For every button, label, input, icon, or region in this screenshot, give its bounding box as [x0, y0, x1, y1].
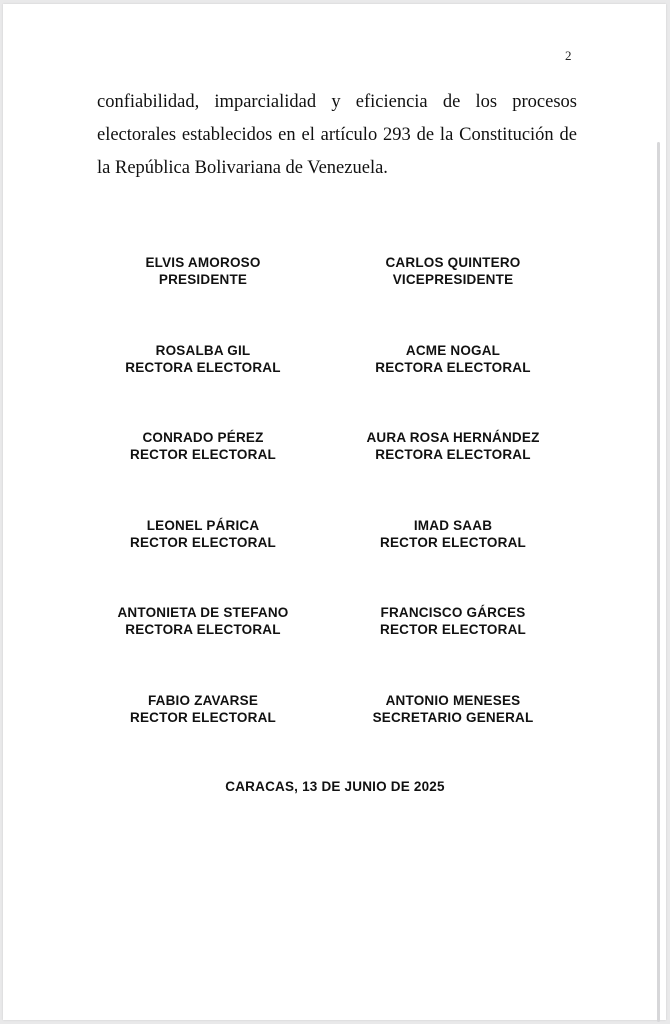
- signature-block: [83, 604, 323, 638]
- signatory-name: FRANCISCO GÁRCES: [380, 605, 526, 620]
- signature-block: [333, 429, 573, 463]
- signatory-role: VICEPRESIDENTE: [392, 272, 514, 287]
- body-paragraph: confiabilidad, imparcialidad y eficiencia de los procesos electorales establecidos en el artículo 293 de la Constitución de la República Bolivariana de Venezuela.: [97, 92, 577, 178]
- scroll-indicator[interactable]: [657, 142, 660, 1022]
- signatory-name: IMAD SAAB: [413, 518, 493, 533]
- signatory-name: AURA ROSA HERNÁNDEZ: [366, 430, 540, 445]
- date-line: CARACAS, 13 DE JUNIO DE 2025: [225, 779, 445, 794]
- signature-block: [83, 692, 323, 726]
- signature-block: [333, 517, 573, 551]
- signatory-name: ACME NOGAL: [405, 343, 501, 358]
- signatory-name: ANTONIO MENESES: [385, 693, 521, 708]
- signature-block-president: [83, 254, 323, 288]
- signatory-role: RECTORA ELECTORAL: [375, 360, 531, 375]
- signatory-role: RECTOR ELECTORAL: [130, 710, 276, 725]
- signatory-name: CARLOS QUINTERO: [385, 255, 521, 270]
- signatory-role: RECTORA ELECTORAL: [125, 360, 281, 375]
- signatory-name: CONRADO PÉREZ: [142, 430, 264, 445]
- signatory-role: RECTORA ELECTORAL: [125, 622, 281, 637]
- signature-block: [333, 342, 573, 376]
- signatory-role: RECTOR ELECTORAL: [130, 535, 276, 550]
- signatory-role: SECRETARIO GENERAL: [372, 710, 534, 725]
- signatory-name: ROSALBA GIL: [155, 343, 251, 358]
- signatory-role: RECTOR ELECTORAL: [380, 622, 526, 637]
- signatory-name: ELVIS AMOROSO: [145, 255, 261, 270]
- signature-block: [333, 604, 573, 638]
- signature-block: [83, 429, 323, 463]
- document-page: [3, 4, 666, 1020]
- signature-block: [83, 517, 323, 551]
- signatory-role: RECTORA ELECTORAL: [375, 447, 531, 462]
- signatory-name: ANTONIETA DE STEFANO: [117, 605, 289, 620]
- signature-block-secretary: [333, 692, 573, 726]
- signatory-role: RECTOR ELECTORAL: [380, 535, 526, 550]
- signatory-name: FABIO ZAVARSE: [147, 693, 259, 708]
- signature-block-vicepresident: [333, 254, 573, 288]
- signatory-role: RECTOR ELECTORAL: [130, 447, 276, 462]
- signatory-name: LEONEL PÁRICA: [146, 518, 260, 533]
- signature-block: [83, 342, 323, 376]
- page-number: 2: [565, 48, 572, 63]
- signatory-role: PRESIDENTE: [158, 272, 248, 287]
